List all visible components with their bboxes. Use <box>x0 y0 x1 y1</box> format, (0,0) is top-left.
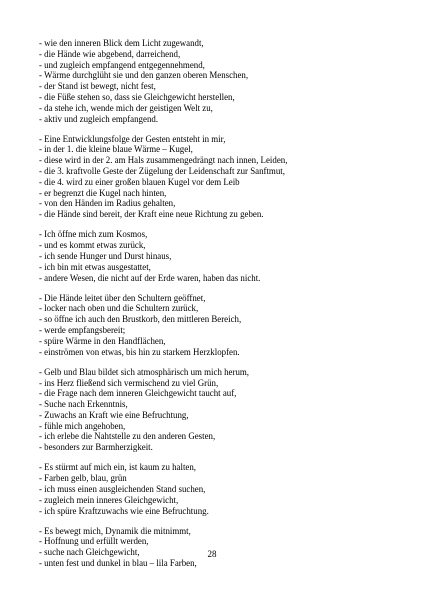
text-line: - Die Hände leitet über den Schultern geöffnet, <box>39 292 206 303</box>
text-line: - ich spüre Kraftzuwachs wie eine Befruchtung. <box>39 505 209 516</box>
text-line: - die Füße stehen so, dass sie Gleichgewicht herstellen, <box>39 91 235 102</box>
text-line: - fühle mich angehoben, <box>39 420 126 431</box>
text-line: - locker nach oben und die Schultern zurück, <box>39 303 199 314</box>
text-line: - die 3. kraftvolle Geste der Zügelung der Leidenschaft zur Sanftmut, <box>39 166 285 177</box>
text-line: - in der 1. die kleine blaue Wärme – Kugel, <box>39 144 193 155</box>
text-line: - unten fest und dunkel in blau – lila Farben, <box>39 558 197 569</box>
stanza <box>39 134 399 220</box>
stanza <box>39 38 399 124</box>
text-line: - der Stand ist bewegt, nicht fest, <box>39 81 156 92</box>
text-line: - er begrenzt die Kugel nach hinten, <box>39 187 167 198</box>
text-line: - da stehe ich, wende mich der geistigen Welt zu, <box>39 102 213 113</box>
text-line: - spüre Wärme in den Handflächen, <box>39 335 166 346</box>
text-line: - zugleich mein inneres Gleichgewicht, <box>39 494 179 505</box>
text-line: - diese wird in der 2. am Hals zusammengedrängt nach innen, Leiden, <box>39 155 288 166</box>
text-line: - und zugleich empfangend entgegennehmend, <box>39 59 205 70</box>
text-line: - ich bin mit etwas ausgestattet, <box>39 261 151 272</box>
text-line: - ich muss einen ausgleichenden Stand suchen, <box>39 483 206 494</box>
text-line: - ich erlebe die Nahtstelle zu den anderen Gesten, <box>39 431 216 442</box>
text-line: - Ich öffne mich zum Kosmos, <box>39 229 148 240</box>
text-line: - aktiv und zugleich empfangend. <box>39 113 159 124</box>
text-line: - Eine Entwicklungsfolge der Gesten entsteht in mir, <box>39 133 226 144</box>
text-line: - werde empfangsbereit; <box>39 325 126 336</box>
text-line: - Es stürmt auf mich ein, ist kaum zu halten, <box>39 462 197 473</box>
text-line: - suche nach Gleichgewicht, <box>39 547 140 558</box>
text-line: - Es bewegt mich, Dynamik die mitnimmt, <box>39 525 191 536</box>
text-line: - Suche nach Erkenntnis, <box>39 399 128 410</box>
text-line: - Hoffnung und erfüllt werden, <box>39 536 149 547</box>
text-line: - wie den inneren Blick dem Licht zugewandt, <box>39 38 204 48</box>
text-line: - von den Händen im Radius gehalten, <box>39 198 176 209</box>
stanza <box>39 367 399 453</box>
text-line: - Wärme durchglüht sie und den ganzen oberen Menschen, <box>39 70 249 81</box>
text-line: - ins Herz fließend sich vermischend zu viel Grün, <box>39 377 219 388</box>
text-line: - andere Wesen, die nicht auf der Erde waren, haben das nicht. <box>39 272 261 283</box>
text-line: - Gelb und Blau bildet sich atmosphärisch um mich herum, <box>39 366 250 377</box>
text-line: - und es kommt etwas zurück, <box>39 240 146 251</box>
stanza <box>39 526 399 569</box>
text-line: - ich sende Hunger und Durst hinaus, <box>39 250 172 261</box>
text-line: - die Hände wie abgebend, darreichend, <box>39 48 181 59</box>
text-line: - Farben gelb, blau, grün <box>39 473 127 484</box>
text-line: - die Frage nach dem inneren Gleichgewicht taucht auf, <box>39 388 237 399</box>
text-line: - die 4. wird zu einer großen blauen Kugel vor dem Leib <box>39 176 240 187</box>
poem-text <box>39 38 399 578</box>
text-line: - besonders zur Barmherzigkeit. <box>39 442 153 453</box>
text-line: - so öffne ich auch den Brustkorb, den mittleren Bereich, <box>39 314 242 325</box>
page-number: 28 <box>207 549 217 559</box>
text-line: - einströmen von etwas, bis hin zu starkem Herzklopfen. <box>39 346 240 357</box>
stanza <box>39 462 399 516</box>
stanza <box>39 229 399 283</box>
text-line: - Zuwachs an Kraft wie eine Befruchtung, <box>39 409 189 420</box>
text-line: - die Hände sind bereit, der Kraft eine neue Richtung zu geben. <box>39 209 264 220</box>
stanza <box>39 293 399 358</box>
